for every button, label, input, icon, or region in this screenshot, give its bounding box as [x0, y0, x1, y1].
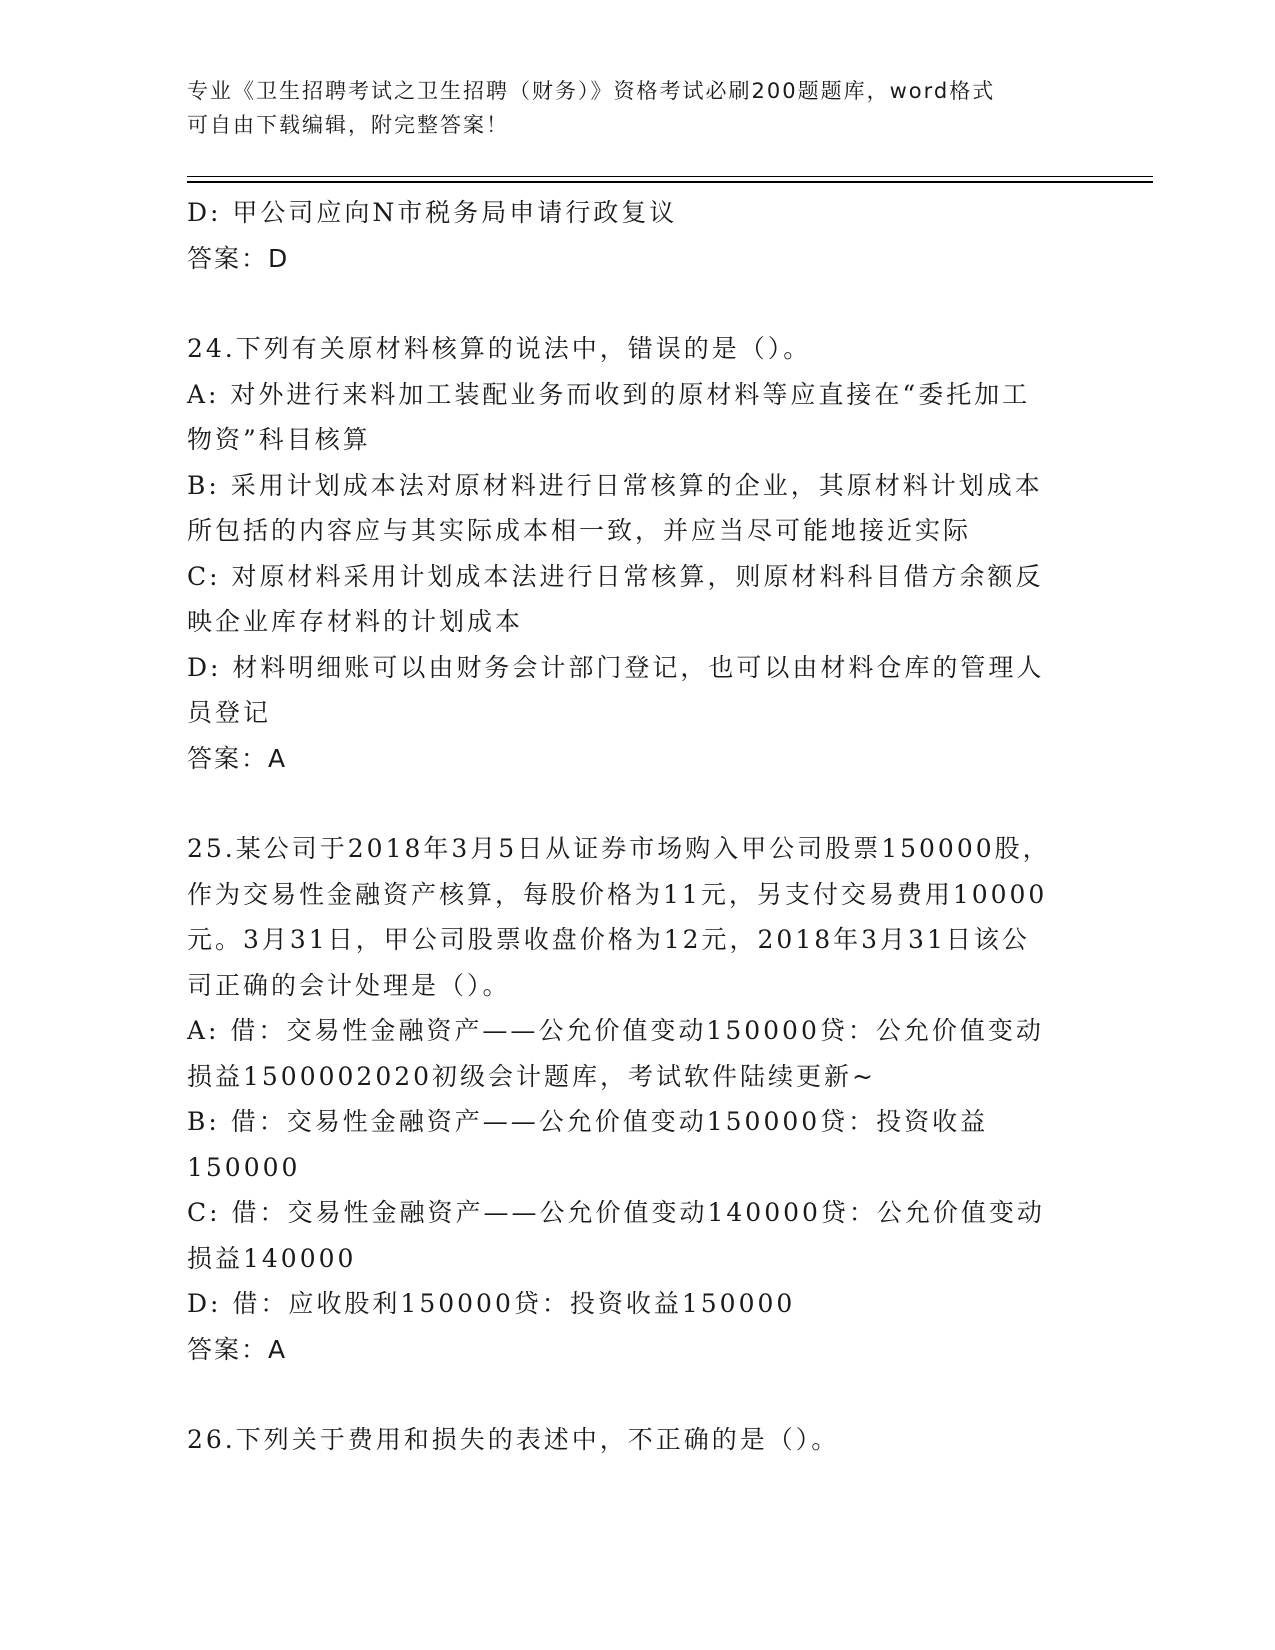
- q24-answer: 答案：A: [187, 743, 288, 773]
- q25-question-line3: 元。3月31日，甲公司股票收盘价格为12元，2018年3月31日该公: [187, 925, 1030, 954]
- q25-question-line4: 司正确的会计处理是（）。: [187, 970, 511, 1000]
- q25-option-a-line1: A: 借：交易性金融资产——公允价值变动150000贷：公允价值变动: [187, 1016, 1044, 1045]
- q24-option-a-line1: A: 对外进行来料加工装配业务而收到的原材料等应直接在“委托加工: [187, 379, 1031, 409]
- q24-option-b-line2: 所包括的内容应与其实际成本相一致，并应当尽可能地接近实际: [187, 516, 972, 545]
- q24-option-c-line1: C: 对原材料采用计划成本法进行日常核算，则原材料科目借方余额反: [187, 561, 1044, 591]
- q25-question-line1: 25.某公司于2018年3月5日从证券市场购入甲公司股票150000股，: [187, 834, 1051, 863]
- q24-option-b-line1: B: 采用计划成本法对原材料进行日常核算的企业，其原材料计划成本: [187, 470, 1043, 500]
- header-divider-thin: [187, 176, 1153, 177]
- q24-option-d-line2: 员登记: [187, 698, 272, 727]
- q25-answer: 答案：A: [187, 1334, 288, 1364]
- q25-question-line2: 作为交易性金融资产核算，每股价格为11元，另支付交易费用10000: [187, 879, 1048, 909]
- header-line-2: 可自由下载编辑，附完整答案！: [187, 113, 509, 137]
- q26-question: 26.下列关于费用和损失的表述中，不正确的是（）。: [187, 1425, 840, 1454]
- q25-option-b-line1: B: 借：交易性金融资产——公允价值变动150000贷：投资收益: [187, 1107, 989, 1136]
- prev-answer: 答案：D: [187, 243, 290, 273]
- q24-option-c-line2: 映企业库存材料的计划成本: [187, 607, 524, 636]
- prev-option-d: D: 甲公司应向N市税务局申请行政复议: [187, 198, 678, 227]
- document-body: [187, 190, 1087, 1463]
- q25-option-d-line1: D: 借：应收股利150000贷：投资收益150000: [187, 1289, 796, 1318]
- header-divider-thick: [187, 181, 1153, 183]
- q25-option-c-line1: C: 借：交易性金融资产——公允价值变动140000贷：公允价值变动: [187, 1198, 1045, 1227]
- q25-option-c-line2: 损益140000: [187, 1243, 357, 1273]
- q24-question: 24.下列有关原材料核算的说法中，错误的是（）。: [187, 334, 812, 363]
- q25-option-b-line2: 150000: [187, 1152, 301, 1182]
- q24-option-a-line2: 物资”科目核算: [187, 425, 371, 454]
- q25-option-a-line2: 损益1500002020初级会计题库，考试软件陆续更新~: [187, 1061, 877, 1091]
- page-header: [187, 74, 1067, 142]
- q24-option-d-line1: D: 材料明细账可以由财务会计部门登记，也可以由材料仓库的管理人: [187, 652, 1045, 682]
- header-line-1: 专业《卫生招聘考试之卫生招聘（财务）》资格考试必刷200题题库，word格式: [187, 79, 996, 103]
